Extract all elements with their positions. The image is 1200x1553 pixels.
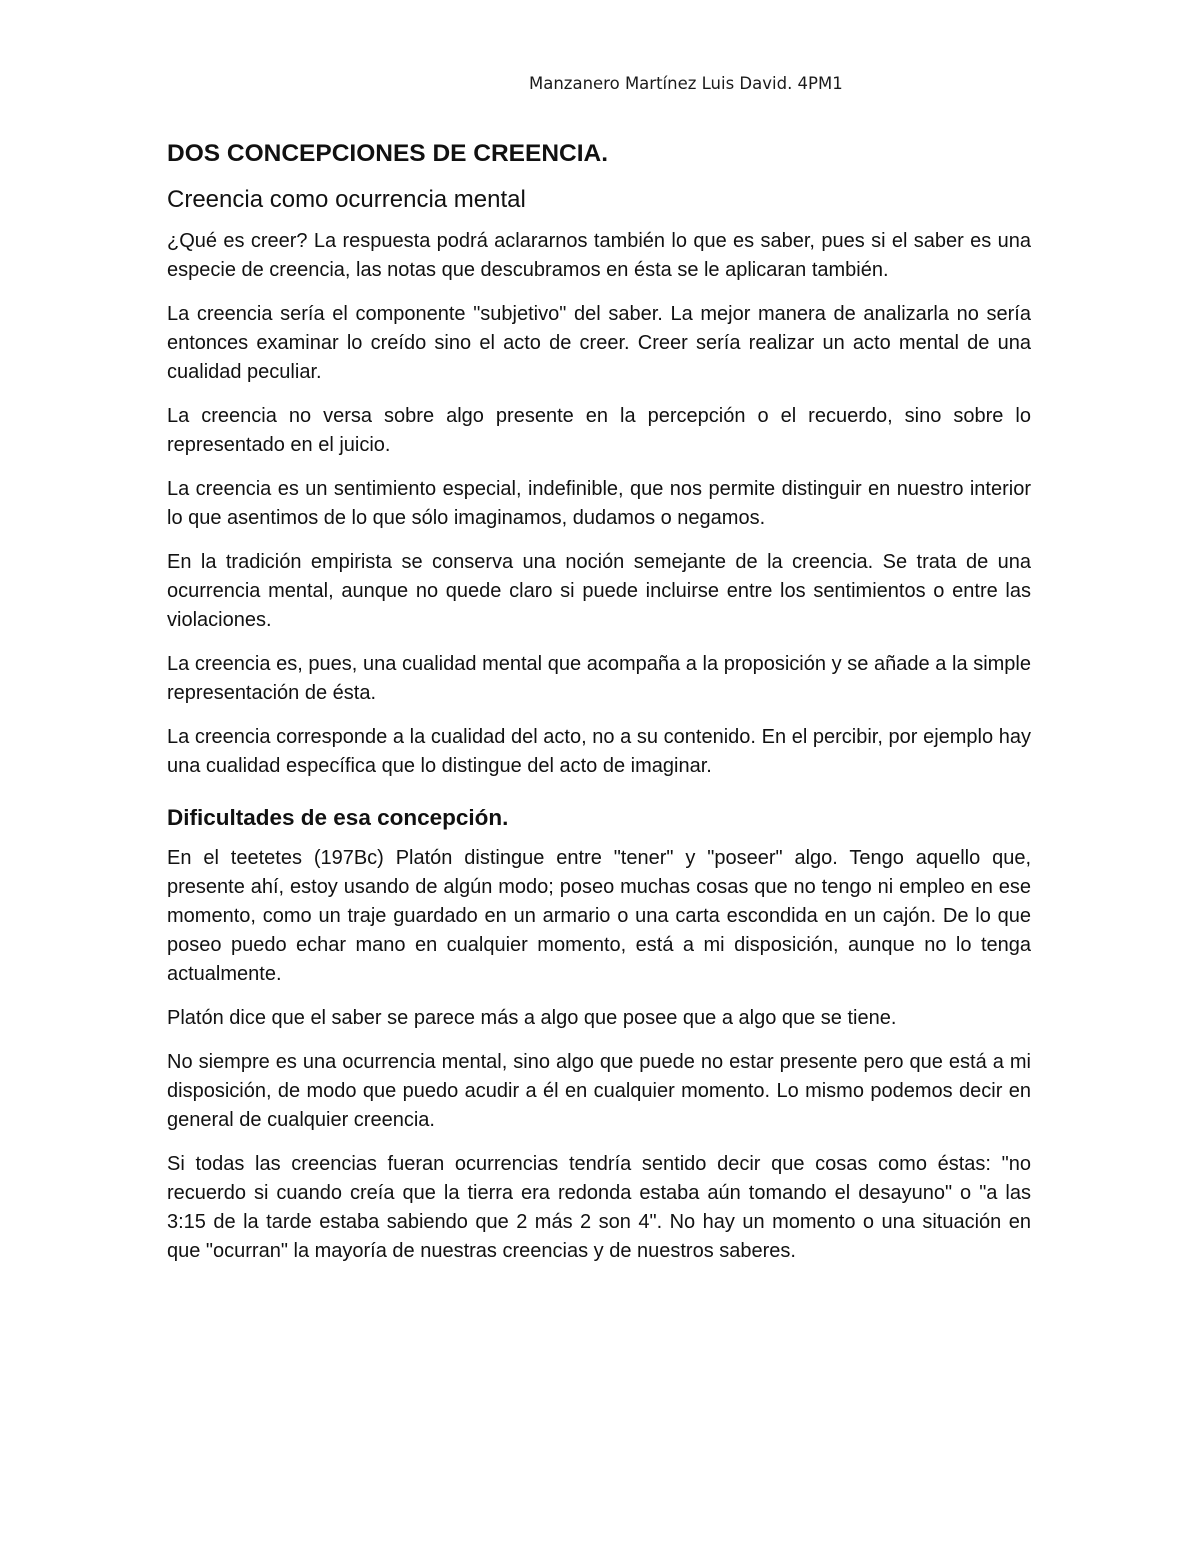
paragraph: La creencia no versa sobre algo presente en la percepción o el recuerdo, sino sobre lo representado en el juicio.: [167, 405, 1031, 457]
document-title: DOS CONCEPCIONES DE CREENCIA.: [167, 140, 609, 167]
paragraph: La creencia corresponde a la cualidad del acto, no a su contenido. En el percibir, por ejemplo hay una cualidad específica que lo distingue del acto de imaginar.: [167, 726, 1031, 778]
paragraph: Si todas las creencias fueran ocurrencias tendría sentido decir que cosas como éstas: "no recuerdo si cuando creía que la tierra era redonda estaba aún tomando el desayuno" o "a las 3:15 de la tarde estaba sabiendo que 2 más 2 son 4". No hay un momento o una situación en que "ocurran" la mayoría de nuestras creencias y de nuestros saberes.: [167, 1153, 1031, 1263]
paragraph: ¿Qué es creer? La respuesta podrá aclararnos también lo que es saber, pues si el saber es una especie de creencia, las notas que descubramos en ésta se le aplicaran también.: [167, 230, 1031, 282]
page-header-author: Manzanero Martínez Luis David. 4PM1: [529, 74, 843, 93]
paragraph: La creencia sería el componente "subjetivo" del saber. La mejor manera de analizarla no sería entonces examinar lo creído sino el acto de creer. Creer sería realizar un acto mental de una cualidad peculiar.: [167, 303, 1031, 384]
section-heading-ocurrencia-mental: Creencia como ocurrencia mental: [167, 185, 526, 213]
document-body: [167, 138, 1031, 1281]
paragraph: En el teetetes (197Bc) Platón distingue entre "tener" y "poseer" algo. Tengo aquello que, presente ahí, estoy usando de algún modo; poseo muchas cosas que no tengo ni empleo en ese momento, como un traje guardado en un armario o una carta escondida en un cajón. De lo que poseo puedo echar mano en cualquier momento, está a mi disposición, aunque no lo tenga actualmente.: [167, 847, 1031, 986]
section-heading-dificultades: Dificultades de esa concepción.: [167, 805, 509, 831]
paragraph: No siempre es una ocurrencia mental, sino algo que puede no estar presente pero que está a mi disposición, de modo que puedo acudir a él en cualquier momento. Lo mismo podemos decir en general de cualquier creencia.: [167, 1051, 1031, 1132]
paragraph: La creencia es un sentimiento especial, indefinible, que nos permite distinguir en nuestro interior lo que asentimos de lo que sólo imaginamos, dudamos o negamos.: [167, 478, 1031, 530]
paragraph: En la tradición empirista se conserva una noción semejante de la creencia. Se trata de una ocurrencia mental, aunque no quede claro si puede incluirse entre los sentimientos o entre las violaciones.: [167, 551, 1031, 632]
paragraph: La creencia es, pues, una cualidad mental que acompaña a la proposición y se añade a la simple representación de ésta.: [167, 653, 1031, 705]
paragraph: Platón dice que el saber se parece más a algo que posee que a algo que se tiene.: [167, 1007, 897, 1030]
